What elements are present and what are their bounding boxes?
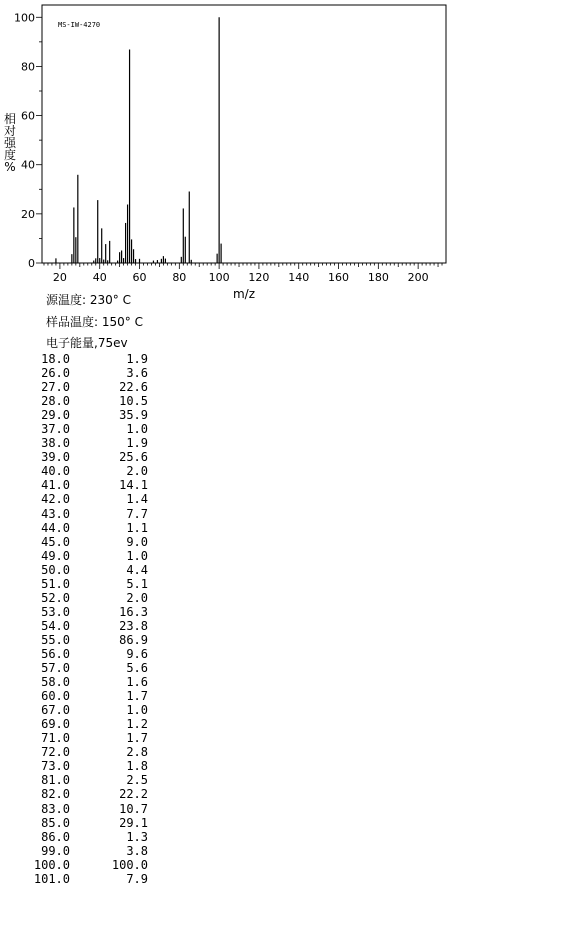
y-tick-label: 20: [21, 207, 35, 221]
peak-row: [28, 633, 148, 647]
x-tick-label: 160: [328, 271, 350, 284]
x-tick-label: 40: [92, 271, 107, 284]
peak-mz: 99.0: [41, 843, 70, 858]
peak-mz: 43.0: [41, 506, 70, 521]
peak-intensity: 22.2: [119, 787, 148, 802]
peak-intensity: 7.7: [126, 506, 148, 521]
peak-mz: 39.0: [41, 450, 70, 465]
y-tick-label: 0: [28, 257, 35, 270]
peak-mz: 67.0: [41, 703, 70, 718]
peak-row: [28, 507, 148, 521]
peak-intensity: 2.0: [126, 590, 148, 605]
source-temperature: 源温度: 230° C: [46, 293, 131, 307]
x-axis-title: m/z: [232, 287, 256, 301]
y-axis-title-char: 度: [3, 148, 17, 162]
y-axis-title-char: 相: [3, 112, 17, 126]
peak-mz: 44.0: [41, 520, 70, 535]
y-tick-label: 60: [21, 109, 35, 123]
peak-row: [28, 816, 148, 830]
y-tick-label: 80: [21, 60, 35, 74]
peak-mz: 50.0: [41, 562, 70, 577]
peak-row: [28, 352, 148, 366]
peak-mz: 56.0: [41, 646, 70, 661]
peak-row: [28, 745, 148, 759]
x-tick-label: 60: [132, 271, 147, 284]
peak-mz: 52.0: [41, 590, 70, 605]
peak-mz: 45.0: [41, 534, 70, 549]
peak-intensity: 7.9: [126, 871, 148, 886]
x-tick-label: 200: [407, 271, 429, 284]
peak-intensity: 1.9: [126, 352, 148, 366]
peak-mz: 60.0: [41, 689, 70, 704]
peak-row: [28, 605, 148, 619]
peak-row: [28, 450, 148, 464]
x-tick-label: 140: [288, 271, 310, 284]
peak-row: [28, 366, 148, 380]
peak-row: [28, 802, 148, 816]
peak-intensity: 5.6: [126, 661, 148, 676]
peak-mz: 41.0: [41, 478, 70, 493]
peak-row: [28, 577, 148, 591]
peak-intensity: 1.4: [126, 492, 148, 507]
peak-row: [28, 436, 148, 450]
peak-row: [28, 647, 148, 661]
peak-row: [28, 380, 148, 394]
y-axis-title-char: 强: [3, 136, 17, 150]
peak-row: [28, 830, 148, 844]
peak-intensity: 23.8: [119, 618, 148, 633]
peak-mz: 101.0: [33, 871, 70, 886]
peak-row: [28, 521, 148, 535]
y-axis-title: [4, 111, 17, 174]
peak-intensity: 22.6: [119, 380, 148, 395]
peak-mz: 26.0: [41, 366, 70, 381]
peak-intensity: 1.2: [126, 717, 148, 732]
peak-intensity: 10.7: [119, 801, 148, 816]
peak-mz: 42.0: [41, 492, 70, 507]
y-axis-title-char: %: [4, 160, 16, 174]
peak-intensity: 1.6: [126, 675, 148, 690]
sample-temperature: 样品温度: 150° C: [46, 315, 143, 329]
peak-row: [28, 394, 148, 408]
x-tick-label: 120: [248, 271, 270, 284]
x-tick-label: 20: [52, 271, 67, 284]
peak-mz: 54.0: [41, 618, 70, 633]
peak-mz: 29.0: [41, 408, 70, 423]
peak-intensity: 1.0: [126, 422, 148, 437]
peak-row: [28, 675, 148, 689]
x-tick-label: 80: [172, 271, 187, 284]
peak-mz: 81.0: [41, 773, 70, 788]
peak-row: [28, 703, 148, 717]
peak-mz: 27.0: [41, 380, 70, 395]
peak-intensity: 2.5: [126, 773, 148, 788]
peak-row: [28, 844, 148, 858]
y-tick-label: 100: [14, 11, 35, 25]
peak-row: [28, 689, 148, 703]
peak-row: [28, 661, 148, 675]
peak-intensity: 86.9: [119, 632, 148, 647]
peak-intensity: 3.8: [126, 843, 148, 858]
peak-row: [28, 478, 148, 492]
peak-mz: 57.0: [41, 661, 70, 676]
peak-mz: 40.0: [41, 464, 70, 479]
peak-intensity: 1.7: [126, 689, 148, 704]
peak-intensity: 25.6: [119, 450, 148, 465]
x-tick-label: 100: [208, 271, 230, 284]
peak-mz: 38.0: [41, 436, 70, 451]
peak-intensity: 4.4: [126, 562, 148, 577]
mass-spectrum-chart: [0, 0, 570, 305]
peak-mz: 69.0: [41, 717, 70, 732]
peak-intensity: 1.9: [126, 436, 148, 451]
peak-mz: 49.0: [41, 548, 70, 563]
peak-row: [28, 549, 148, 563]
peak-table: [28, 352, 148, 886]
peak-intensity: 14.1: [119, 478, 148, 493]
peak-intensity: 5.1: [126, 576, 148, 591]
peak-row: [28, 759, 148, 773]
peak-mz: 53.0: [41, 604, 70, 619]
peak-mz: 28.0: [41, 394, 70, 409]
peak-mz: 86.0: [41, 829, 70, 844]
y-axis-title-char: 对: [3, 124, 17, 138]
peak-mz: 58.0: [41, 675, 70, 690]
peak-row: [28, 408, 148, 422]
peak-row: [28, 563, 148, 577]
peak-intensity: 10.5: [119, 394, 148, 409]
peak-row: [28, 731, 148, 745]
peak-intensity: 1.0: [126, 703, 148, 718]
peak-intensity: 16.3: [119, 604, 148, 619]
peak-intensity: 1.8: [126, 759, 148, 774]
peak-row: [28, 872, 148, 886]
peak-mz: 83.0: [41, 801, 70, 816]
peak-intensity: 9.0: [126, 534, 148, 549]
y-axis-ticks: [14, 11, 42, 270]
peak-row: [28, 787, 148, 801]
peak-mz: 73.0: [41, 759, 70, 774]
peak-row: [28, 717, 148, 731]
plot-frame: [42, 5, 446, 263]
peak-intensity: 3.6: [126, 366, 148, 381]
peak-row: [28, 535, 148, 549]
peak-intensity: 2.0: [126, 464, 148, 479]
peak-mz: 85.0: [41, 815, 70, 830]
peak-mz: 100.0: [33, 857, 70, 872]
peak-row: [28, 591, 148, 605]
peak-intensity: 1.0: [126, 548, 148, 563]
peak-mz: 51.0: [41, 576, 70, 591]
peak-intensity: 29.1: [119, 815, 148, 830]
peak-mz: 37.0: [41, 422, 70, 437]
peak-mz: 82.0: [41, 787, 70, 802]
peak-row: [28, 858, 148, 872]
peak-row: [28, 773, 148, 787]
peak-intensity: 1.7: [126, 731, 148, 746]
peak-intensity: 1.1: [126, 520, 148, 535]
peak-intensity: 1.3: [126, 829, 148, 844]
peak-mz: 71.0: [41, 731, 70, 746]
plot-code-label: MS-IW-4270: [58, 21, 101, 29]
peak-row: [28, 619, 148, 633]
x-axis-ticks: [44, 263, 442, 284]
electron-energy: 电子能量,75ev: [46, 336, 128, 350]
peak-mz: 18.0: [41, 352, 70, 366]
peak-intensity: 100.0: [111, 857, 148, 872]
x-tick-label: 180: [367, 271, 389, 284]
peak-mz: 55.0: [41, 632, 70, 647]
peak-intensity: 2.8: [126, 745, 148, 760]
peak-intensity: 9.6: [126, 646, 148, 661]
peak-mz: 72.0: [41, 745, 70, 760]
peak-row: [28, 464, 148, 478]
peak-row: [28, 492, 148, 506]
y-tick-label: 40: [21, 158, 35, 172]
peak-row: [28, 422, 148, 436]
peak-intensity: 35.9: [119, 408, 148, 423]
